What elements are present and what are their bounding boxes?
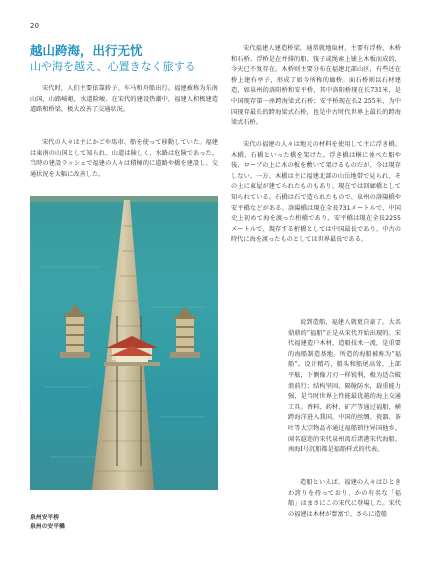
right-paragraph-chinese-bridges: 宋代福建人建造桥梁，通常就地取材，主要有浮桥、木桥和石桥。浮桥是在并排的船、筏子或绳索上铺上木板而成的，今天已不复存在。木桥则主要分布在福建北部山区，有些还在桥上建有亭子，形成了如今所称的廊桥。面石桥则以石材建造，如泉州的洛阳桥和安平桥，其中洛阳桥现在长731米，是中国现存第一座跨海梁式石桥；安平桥现在长2 255米，为中国现存最长的跨海梁式石桥，也是中古时代世界上最长的跨海梁式石桥。 — [231, 45, 401, 127]
bridge-photo — [30, 196, 218, 490]
heading-japanese: 山や海を越え、心置きなく旅する — [30, 60, 196, 73]
right-paragraph-japanese-ships: 造船といえば、福建の人々はひときわ誇りを持っており、かの有名な「福船」はまさにこの宋代に登場した。宋代の福建は木材が豊富で、さらに造船 — [288, 479, 401, 518]
right-paragraph-japanese-bridges-cont — [231, 182, 401, 312]
left-paragraph-chinese: 宋代时，人们主要依靠轿子、车马和舟船出行。福建被称为东南山国，山路崎岖，水道险峻。在宋代的建设热潮中，福建人积极建造道路和桥梁，极大改善了交通状况。 — [30, 85, 218, 114]
photo-caption-japanese: 泉州の安平橋 — [30, 524, 65, 530]
page-number: 20 — [30, 22, 39, 30]
left-paragraph-japanese: 宋代の人々は主にかごや馬車、船を使って移動していた。福建は東南の山国として知られ、山道は険しく、水路は危険であった。当時の建設ラッシュで福建の人々は積極的に道路や橋を建設し、交通状況を大幅に改善した。 — [30, 139, 218, 178]
photo-caption-chinese: 泉州安平桥 — [30, 515, 59, 521]
right-paragraph-chinese-ships: 说到造船，福建人就更自豪了。大名鼎鼎的“福船”正是从宋代开始出现的。宋代福建造户木材，造船技术一流，是重要的海船制造基地。所造的海船被称为“福船”。设计精巧，船头和船尾高耸，上部平舷，下侧像刀刃一样锐利，极为适合破浪前行；结构坚固，隔舱防水，载重能力强，是当时世界上性能最优越的海上交通工具。香料、药材、矿产等通过福船，横跨海洋进入我国，中国的丝绸、瓷器、茶叶等大宗物品亦通过福船销往异国他乡。闻名遐迩的宋代泉州湾后渚港宋代海船、南海Ⅰ号沉船都是福船样式的代表。 — [288, 319, 401, 454]
right-paragraph-japanese-bridges-top: 宋代の福建の人々は地元の材料を使用して主に浮き橋、木橋、石橋といった橋を架けた。浮き橋は横に並べた船や筏、ロープの上に木の板を敷いて架けるものだが、今は現存しない。一方、木橋は主に福建北部の山岳地帯で見られ、その上に東屋が建てられたものもあり、現在では回廊橋として知られている。石橋は石で造られたもので、泉州の洛陽橋や安平橋などがある。洛陽橋は現在全長731メートルで、中国史上初めて海を渡った桁橋であり、安平橋は現在全長2255メートルで、現存する桁橋としては中国最長であり、中古の時代に海を渡ったものとしては世界最長である。 — [231, 141, 401, 244]
heading-chinese: 越山跨海，出行无忧 — [30, 43, 143, 58]
